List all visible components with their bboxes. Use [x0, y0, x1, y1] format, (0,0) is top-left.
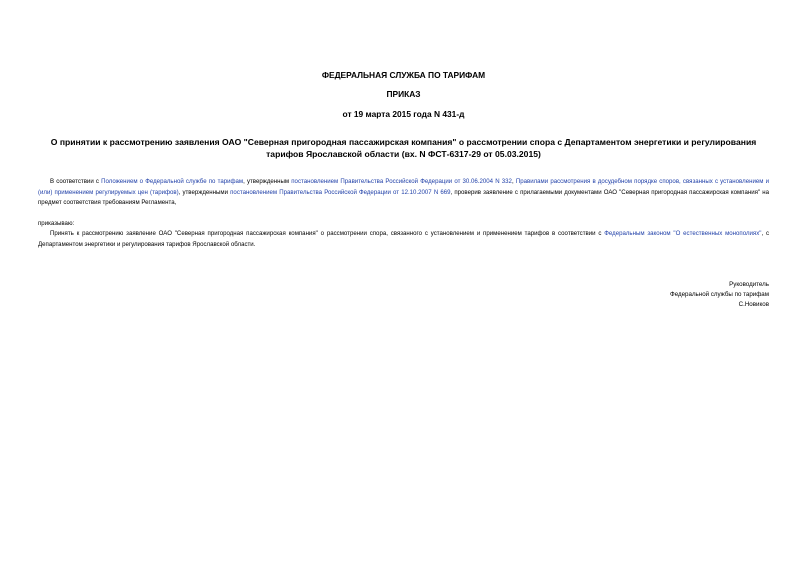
order-text-1: Принять к рассмотрению заявление ОАО "Северная пригородная пассажирская компания" о рассмотрении спора, связанного с установлением и применением тарифов в соответствии с [50, 230, 605, 237]
preamble-text-3: , [511, 178, 516, 185]
order-title [38, 137, 769, 160]
signature-name: С.Новиков [738, 301, 769, 308]
agency-heading: ФЕДЕРАЛЬНАЯ СЛУЖБА ПО ТАРИФАМ [321, 70, 486, 80]
link-government-decree-669[interactable]: постановлением Правительства Российской Федерации от 12.10.2007 N 669 [230, 188, 451, 196]
order-title-line-1: О принятии к рассмотрению заявления ОАО "Северная пригородная пассажирская компания" о рассмотрении спора с Департаментом энергетики и регулирования [50, 137, 757, 147]
signature-role: Руководитель [729, 281, 769, 288]
preamble-text-2: , утвержденным [243, 178, 292, 185]
order-paragraph [38, 229, 769, 250]
preamble-text-5: , проверив заявление с прилагаемыми документами ОАО "Северная пригородная пассажирская компания" на предмет соответствия требованиям Регламента, [38, 188, 769, 206]
link-government-decree-332[interactable]: постановлением Правительства Российской Федерации от 30.06.2004 N 332 [291, 178, 512, 185]
preamble-text-4: , утвержденными [178, 188, 231, 196]
order-title-line-2: тарифов Ярославской области (вх. N ФСТ-6317-29 от 05.03.2015) [266, 148, 541, 159]
preamble-paragraph [38, 177, 769, 209]
order-text-2: , с Департаментом энергетики и регулирования тарифов Ярославской области. [38, 230, 769, 248]
preamble-text-1: В соответствии с [50, 178, 102, 185]
signature-block [670, 280, 769, 310]
signature-org: Федеральной службы по тарифам [670, 291, 769, 298]
link-natural-monopolies-law[interactable]: Федеральным законом "О естественных монополиях" [604, 230, 762, 237]
doc-type-heading: ПРИКАЗ [386, 89, 421, 99]
link-fst-regulation[interactable]: Положением о Федеральной службе по тарифам [101, 178, 244, 185]
date-number-heading: от 19 марта 2015 года N 431-д [342, 109, 465, 119]
link-dispute-rules[interactable]: Правилами рассмотрения в досудебном порядке споров, связанных с установлением и (или) применением регулируемых цен (тарифов) [38, 178, 770, 196]
order-word: приказываю: [38, 220, 75, 227]
